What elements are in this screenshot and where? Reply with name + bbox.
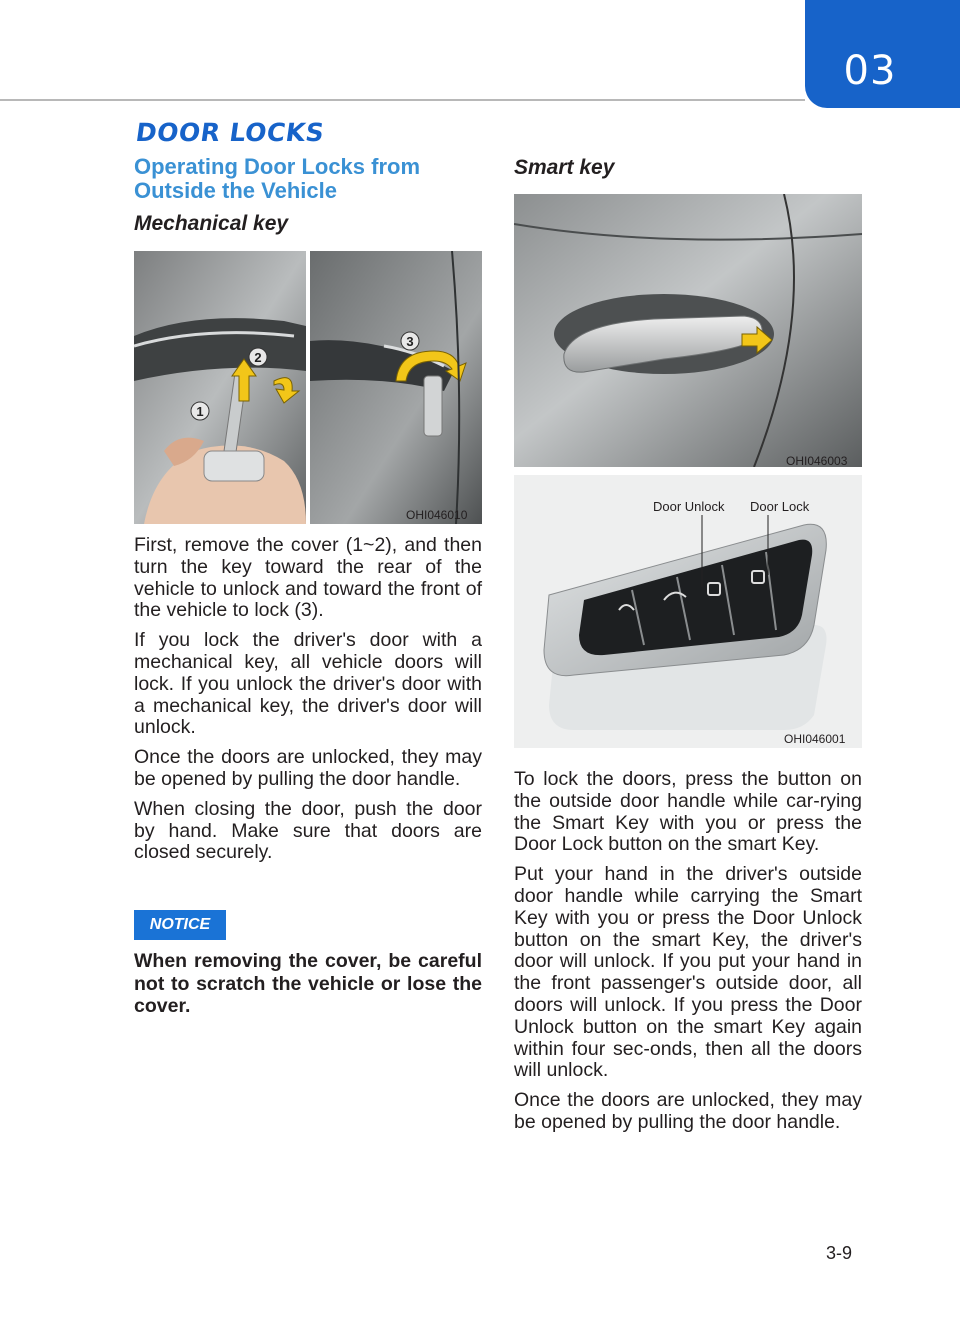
left-paragraph: If you lock the driver's door with a mechanical key, all vehicle doors will lock. If you unlock the driver's door with a mechanical key, the driver's door will unlock. (134, 629, 482, 739)
mechanical-key-figure (134, 251, 482, 524)
left-body (134, 535, 482, 864)
callout-2: 2 (254, 350, 262, 365)
smart-key-illustration (514, 475, 862, 748)
left-paragraph: When closing the door, push the door by hand. Make sure that doors are closed securely. (134, 797, 482, 864)
right-paragraph: Put your hand in the driver's outside door handle while carrying the Smart Key with you or press the Door Unlock button on the smart Key, the driver's door will unlock. If you put your hand in the front passenger's outside door, all doors will unlock. If you press the Door Unlock button on the smart Key again within four sec-onds, then all the doors will unlock. (514, 863, 862, 1082)
left-heading: Operating Door Locks from Outside the Vehicle (134, 154, 421, 203)
chapter-number: 03 (843, 48, 897, 94)
door-lock-label: Door Lock (750, 499, 810, 514)
door-handle-figure (514, 194, 862, 467)
header-rule (0, 99, 805, 101)
right-body (514, 769, 862, 1134)
notice-text: When removing the cover, be careful not to scratch the vehicle or lose the cover. (134, 950, 482, 1017)
left-paragraph: Once the doors are unlocked, they may be opened by pulling the door handle. (134, 746, 482, 790)
page-number: 3-9 (826, 1243, 853, 1263)
mechanical-key-illustration (134, 251, 482, 524)
right-paragraph: To lock the doors, press the button on the outside door handle while car-rying the Smart Key with you or press the Door Lock button on the smart Key. (514, 768, 862, 856)
smart-key-figure (514, 475, 862, 748)
door-unlock-label: Door Unlock (653, 499, 725, 514)
left-subheading: Mechanical key (134, 212, 289, 235)
right-paragraph: Once the doors are unlocked, they may be opened by pulling the door handle. (514, 1089, 862, 1133)
right-subheading: Smart key (514, 156, 615, 179)
door-handle-illustration (514, 194, 862, 467)
notice-badge: NOTICE (134, 910, 226, 940)
callout-1: 1 (196, 404, 204, 419)
left-paragraph: First, remove the cover (1~2), and then turn the key toward the rear of the vehicle to unlock and toward the front of the vehicle to lock (3). (134, 534, 482, 622)
figure-code-smartkey: OHI046001 (784, 732, 846, 746)
section-title: DOOR LOCKS (133, 118, 327, 147)
figure-code-handle: OHI046003 (786, 454, 848, 468)
figure-code-mechanical: OHI046010 (406, 508, 468, 522)
callout-3: 3 (406, 334, 414, 349)
